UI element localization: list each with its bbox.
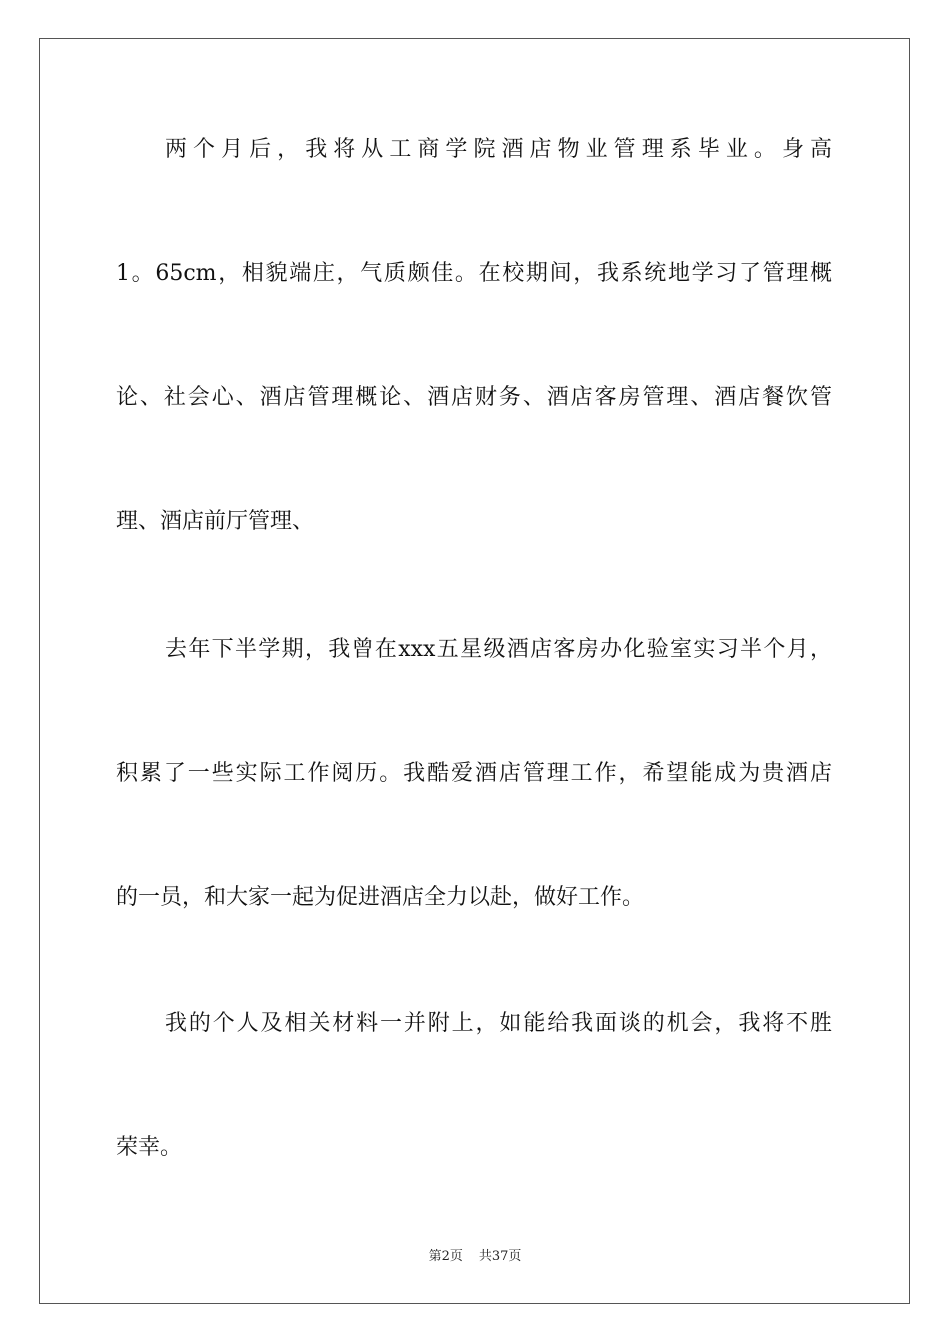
page-number: 第2页 (428, 1249, 463, 1264)
paragraph-line: 我的个人及相关材料一并附上，如能给我面谈的机会，我将不胜 (165, 1011, 832, 1036)
paragraph-line: 荣幸。 (116, 1135, 183, 1160)
paragraph-line: 1。65cm，相貌端庄，气质颇佳。在校期间，我系统地学习了管理概 (116, 261, 832, 286)
page-border (39, 38, 910, 1304)
paragraph-line: 理、酒店前厅管理、 (116, 509, 315, 534)
paragraph-line: 论、社会心、酒店管理概论、酒店财务、酒店客房管理、酒店餐饮管 (116, 385, 832, 410)
paragraph-line: 的一员，和大家一起为促进酒店全力以赴，做好工作。 (116, 885, 645, 910)
paragraph-line: 两个月后，我将从工商学院酒店物业管理系毕业。身高 (165, 137, 832, 162)
paragraph-line: 积累了一些实际工作阅历。我酷爱酒店管理工作，希望能成为贵酒店 (116, 761, 832, 786)
page-footer (0, 1248, 950, 1266)
page-total: 共37页 (478, 1249, 522, 1264)
paragraph-line: 去年下半学期，我曾在xxx五星级酒店客房办化验室实习半个月， (165, 637, 832, 662)
